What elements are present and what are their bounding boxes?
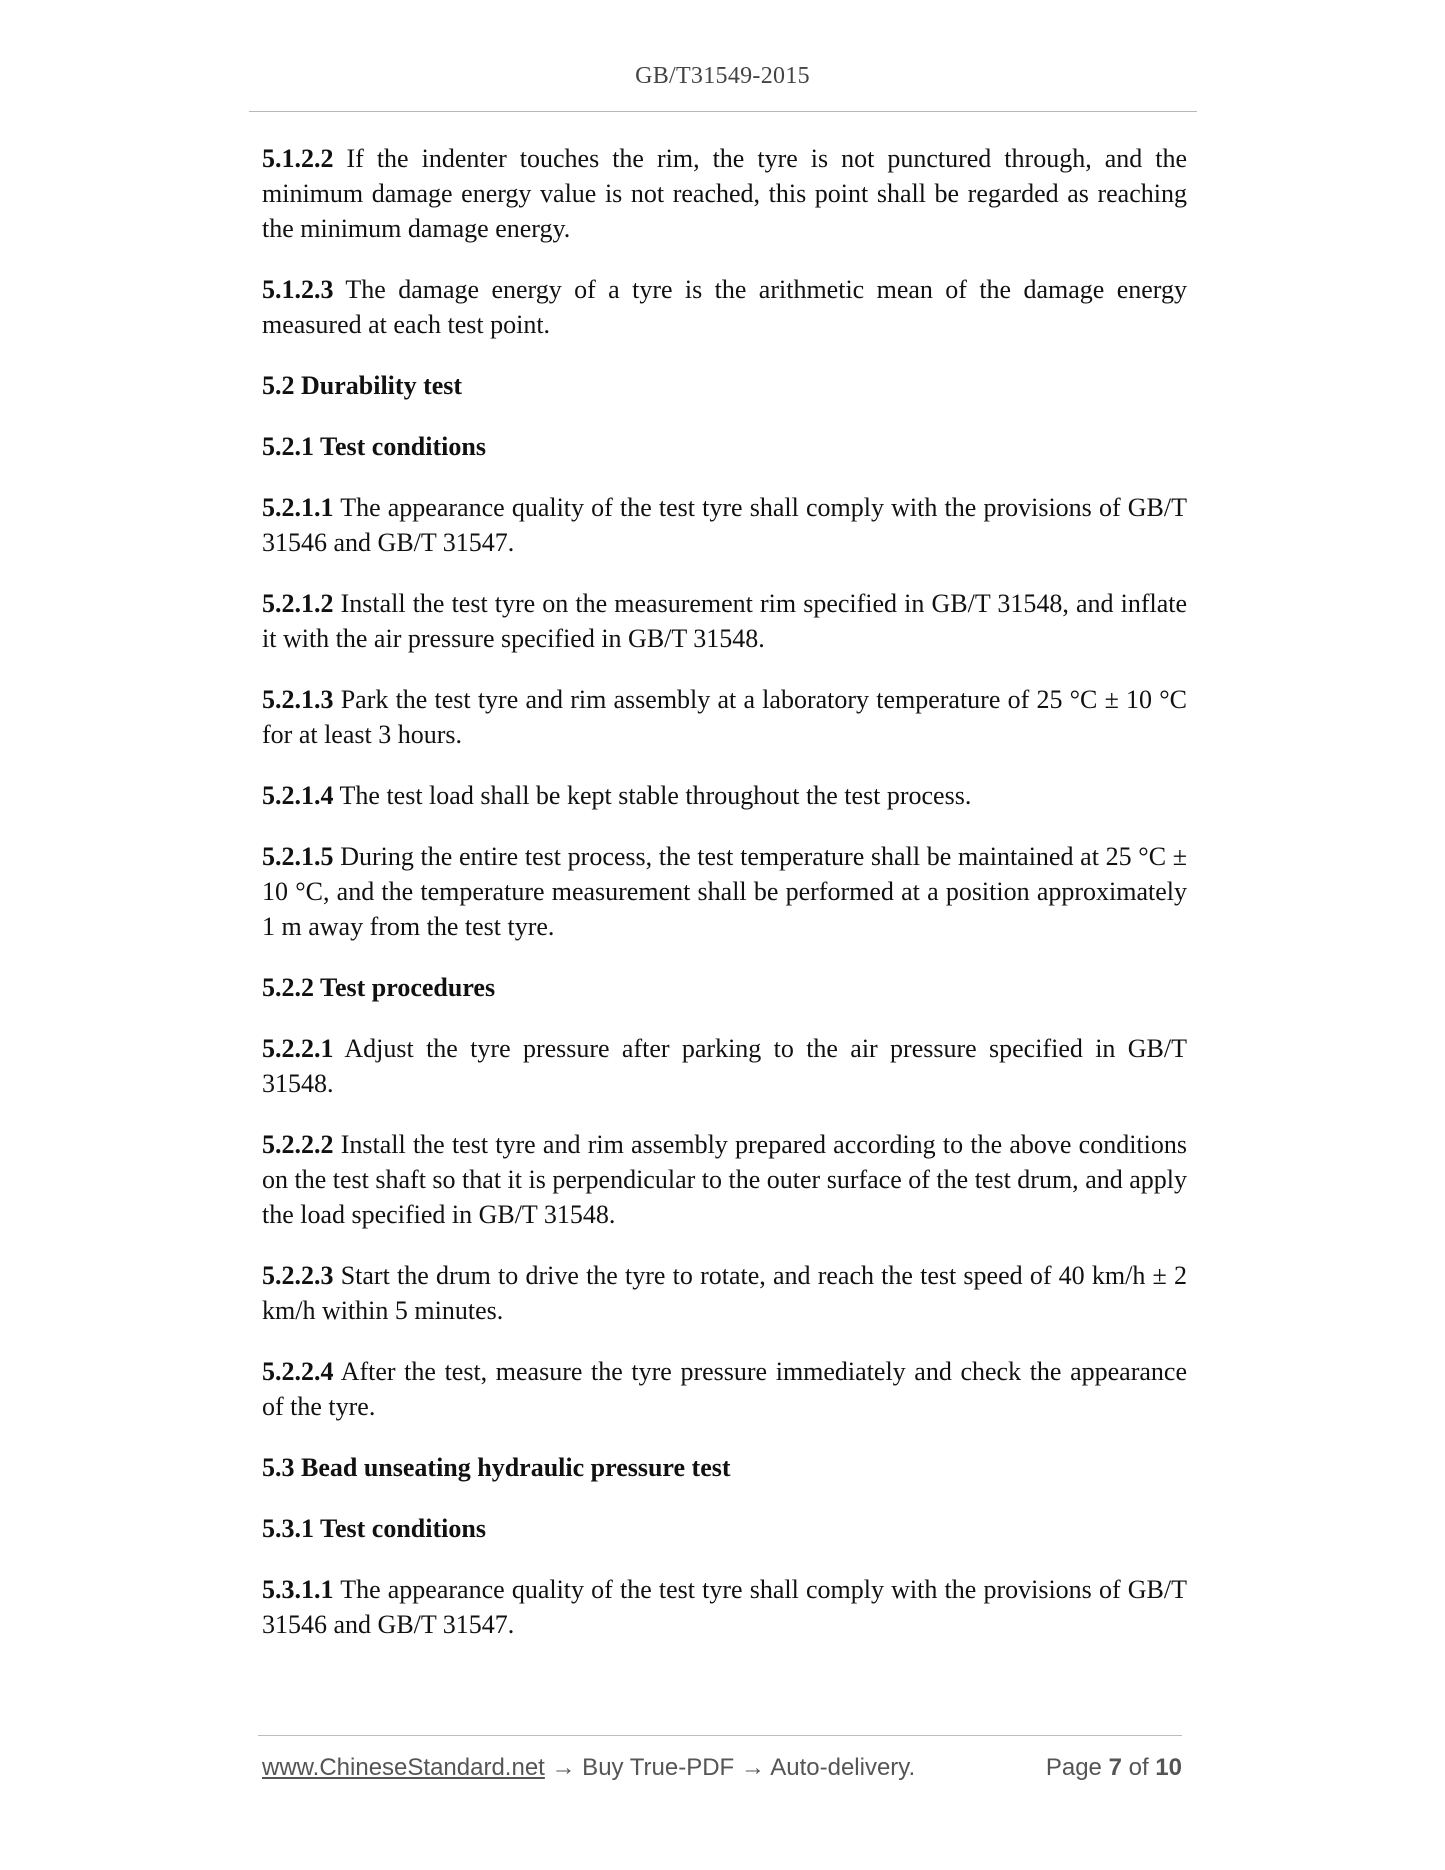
- clause-text: During the entire test process, the test temperature shall be maintained at 25 °C ± 10 °C, and the temperature measurement shall be performed at a position approximately 1 m away from the test tyre.: [262, 842, 1188, 941]
- clause-number: 5.2.1.1: [262, 493, 334, 522]
- footer-tagline: → Buy True-PDF → Auto-delivery.: [544, 1754, 916, 1781]
- page-word: Page: [1045, 1754, 1102, 1781]
- clause-number: 5.2.2.2: [262, 1130, 334, 1159]
- clause-text: The test load shall be kept stable throughout the test process.: [339, 781, 972, 810]
- section-heading-5-2-2: 5.2.2 Test procedures: [262, 973, 496, 1002]
- site-link[interactable]: www.ChineseStandard.net: [262, 1754, 545, 1781]
- clause-number: 5.2.1.4: [262, 781, 334, 810]
- clause-text: If the indenter touches the rim, the tyre is not punctured through, and the minimum damage energy value is not reached, this point shall be regarded as reaching the minimum damage energy.: [262, 144, 1187, 243]
- clause-text: Install the test tyre on the measurement rim specified in GB/T 31548, and inflate it with the air pressure specified in GB/T 31548.: [262, 589, 1187, 653]
- section-heading-5-2: 5.2 Durability test: [262, 371, 463, 400]
- footer-divider: [258, 1735, 1182, 1736]
- clause-number: 5.2.2.1: [262, 1034, 334, 1063]
- clause-text: The appearance quality of the test tyre shall comply with the provisions of GB/T 31546 and GB/T 31547.: [262, 493, 1187, 557]
- page-indicator: [1046, 1754, 1182, 1782]
- clause-text: Park the test tyre and rim assembly at a laboratory temperature of 25 °C ± 10 °C for at least 3 hours.: [262, 685, 1187, 749]
- clause-number: 5.1.2.3: [262, 275, 334, 304]
- page-footer: [262, 1754, 1182, 1788]
- section-heading-5-3-1: 5.3.1 Test conditions: [262, 1514, 486, 1543]
- clause-5-2-1-2: [262, 586, 1187, 656]
- total-pages-number: 10: [1155, 1754, 1182, 1781]
- clause-text: After the test, measure the tyre pressure immediately and check the appearance of the tyre.: [262, 1357, 1187, 1421]
- clause-5-2-2-1: [262, 1031, 1187, 1101]
- running-header: GB/T31549-2015: [635, 63, 810, 89]
- clause-text: The damage energy of a tyre is the arithmetic mean of the damage energy measured at each test point.: [262, 275, 1187, 339]
- clause-5-1-2-3: [262, 272, 1187, 342]
- clause-text: Install the test tyre and rim assembly prepared according to the above conditions on the test shaft so that it is perpendicular to the outer surface of the test drum, and apply the load specified in GB/T 31548.: [262, 1130, 1187, 1229]
- clause-text: Start the drum to drive the tyre to rotate, and reach the test speed of 40 km/h ± 2 km/h within 5 minutes.: [262, 1261, 1187, 1325]
- clause-5-2-2-4: [262, 1354, 1187, 1424]
- clause-number: 5.2.1.3: [262, 685, 334, 714]
- section-heading-5-2-1: 5.2.1 Test conditions: [262, 432, 486, 461]
- clause-5-2-1-4: [262, 778, 1187, 813]
- clause-number: 5.2.2.4: [262, 1357, 334, 1386]
- clause-number: 5.2.2.3: [262, 1261, 334, 1290]
- current-page-number: 7: [1108, 1754, 1122, 1781]
- clause-5-3-1-1: [262, 1572, 1187, 1642]
- clause-number: 5.1.2.2: [262, 144, 334, 173]
- document-body: [262, 141, 1187, 1668]
- clause-5-1-2-2: [262, 141, 1187, 246]
- section-heading-5-3: 5.3 Bead unseating hydraulic pressure test: [262, 1453, 731, 1482]
- clause-text: Adjust the tyre pressure after parking to the air pressure specified in GB/T 31548.: [262, 1034, 1187, 1098]
- clause-number: 5.2.1.2: [262, 589, 334, 618]
- header-divider: [249, 111, 1197, 112]
- clause-5-2-1-1: [262, 490, 1187, 560]
- footer-promo: [262, 1754, 915, 1782]
- page-of-word: of: [1128, 1754, 1149, 1781]
- clause-5-2-2-2: [262, 1127, 1187, 1232]
- clause-number: 5.2.1.5: [262, 842, 334, 871]
- clause-number: 5.3.1.1: [262, 1575, 334, 1604]
- clause-5-2-1-3: [262, 682, 1187, 752]
- clause-5-2-2-3: [262, 1258, 1187, 1328]
- clause-5-2-1-5: [262, 839, 1187, 944]
- clause-text: The appearance quality of the test tyre shall comply with the provisions of GB/T 31546 and GB/T 31547.: [262, 1575, 1187, 1639]
